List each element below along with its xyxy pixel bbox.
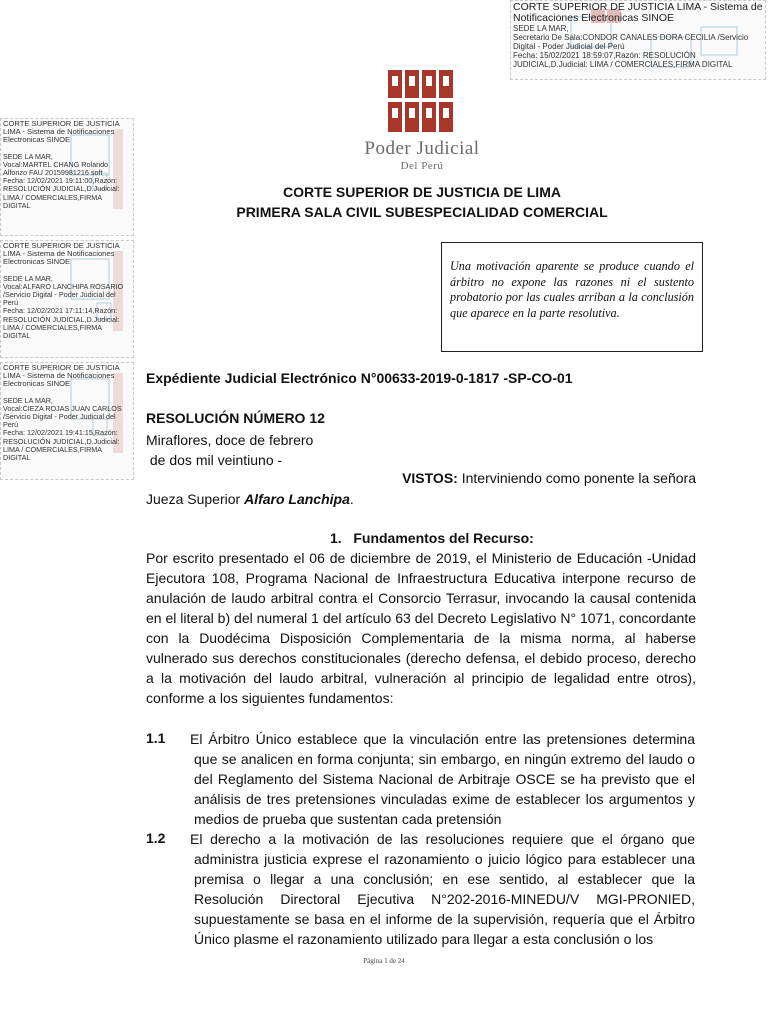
vistos-line [146,468,696,488]
logo-wordmark: Poder Judicial [364,138,480,159]
section-heading: 1. Fundamentos del Recurso: [330,530,534,546]
stamp-line: Fecha: 12/02/2021 19:41:15,Razón: RESOLUCIÓN JUDICIAL,D.Judicial: LIMA / COMERCIALES,FIRMA DIGITAL [3,428,120,463]
item-number: 1.2 [146,830,166,846]
logo-subtitle: Del Perú [400,160,444,172]
court-title: CORTE SUPERIOR DE JUSTICIA DE LIMA [283,184,561,200]
section-paragraph: Por escrito presentado el 06 de diciembre de 2019, el Ministerio de Educación -Unidad Ejecutora 108, Programa Nacional de Infraestructura Educativa interpone recurso de anulación de laudo arbitral contra el Consorcio Terrasur, invocando la causal contenida en el literal b) del numeral 1 del artículo 63 del Decreto Legislativo N° 1071, concordante con la Duodécima Disposición Complementaria de la misma norma, al haberse vulnerado sus derechos constitucionales (derecho defensa, el debido proceso, derecho a la motivación del laudo arbitral, vulneración al principio de legalidad entre otros), conforme a los siguientes fundamentos: [146,550,696,706]
item-number: 1.1 [146,730,166,746]
judge-line [146,489,696,509]
stamp-line: SEDE LA MAR, [3,395,53,405]
item-text: que se analicen en forma conjunta; sin embargo, en ningún extremo del laudo o del Reglamento del Sistema Nacional de Arbitraje OSCE se ha previsto que el análisis de tres pretensiones vinculadas exime de establecer los argumentos y medios de prueba que sustentan cada pretensión [194,751,695,827]
judge-name: Alfaro Lanchipa [244,491,350,507]
judge-suffix: . [349,491,354,507]
resolution-number: RESOLUCIÓN NÚMERO 12 [146,410,325,426]
vistos-label: VISTOS: [402,470,458,486]
stamp-title: CORTE SUPERIOR DE JUSTICIA LIMA - Sistema de Notificaciones Electronicas SINOE [3,241,120,267]
place-date-line-2: de dos mil veintiuno - [146,452,283,468]
page-number: Página 1 de 24 [363,957,405,965]
stamp-top-title: CORTE SUPERIOR DE JUSTICIA LIMA - Sistema de Notificaciones Electronicas SINOE [513,1,763,24]
place-date-line-1: Miraflores, doce de febrero [146,432,314,448]
vistos-text: Interviniendo como ponente la señora [457,470,696,486]
stamp-top-line: Fecha: 15/02/2021 18:59:07,Razón: RESOLUCIÓN JUDICIAL,D.Judicial: LIMA / COMERCIALES,FIRMA DIGITAL [513,51,733,69]
poder-judicial-logo-icon [388,70,454,132]
stamp-line: Vocal:ALFARO LANCHIPA ROSARIO /Servicio Digital - Poder Judicial del Perú [3,281,124,308]
stamp-line: Fecha: 12/02/2021 17:11:14,Razón: RESOLUCIÓN JUDICIAL,D.Judicial: LIMA / COMERCIALES,FIRMA DIGITAL [3,306,120,341]
signature-stamp-cieza [0,362,134,480]
item-text: administra justicia exprese el razonamiento o juicio lógico para establecer una premisa o llegar a una conclusión; en ese sentido, al establecer que la Resolución Directoral Ejecutiva N°202-2016-MINEDU/V MGI-PRONIED, supuestamente se basa en el informe de la supervisión, requería que el Árbitro Único plasme el razonamiento utilizado para llegar a esta conclusión o los [194,851,695,947]
stamp-line: SEDE LA MAR, [3,151,53,161]
stamp-top-line: SEDE LA MAR, [513,24,569,33]
item-first-line: El Árbitro Único establece que la vinculación entre las pretensiones determina [190,731,695,747]
stamp-line: Fecha: 12/02/2021 19:11:00,Razón: RESOLUCIÓN JUDICIAL,D.Judicial: LIMA / COMERCIALES,FIRMA DIGITAL [3,176,120,210]
stamp-line: SEDE LA MAR, [3,273,53,283]
stamp-line: Vocal:CIEZA ROJAS JUAN CARLOS /Servicio Digital - Poder Judicial del Perú [3,403,122,430]
stamp-title: CORTE SUPERIOR DE JUSTICIA LIMA - Sistema de Notificaciones Electronicas SINOE [3,363,120,389]
stamp-line: Vocal:MARTEL CHANG Rolando Alfonzo FAU 20159981216 soft [3,159,109,178]
item-first-line: El derecho a la motivación de las resoluciones requiere que el órgano que [190,831,695,847]
stamp-title: CORTE SUPERIOR DE JUSTICIA LIMA - Sistema de Notificaciones Electronicas SINOE [3,119,120,145]
expediente-number: Expédiente Judicial Electrónico N°00633-2019-0-1817 -SP-CO-01 [146,370,573,386]
summary-quote-box: Una motivación aparente se produce cuando el árbitro no expone las razones ni el sustento probatorio por las cuales arriban a la conclusión que aparece en la parte resolutiva. [441,242,703,352]
signature-stamp-alfaro [0,240,134,358]
judge-prefix: Jueza Superior [146,491,245,507]
chamber-title: PRIMERA SALA CIVIL SUBESPECIALIDAD COMERCIAL [236,204,608,220]
stamp-top-line: Secretario De Sala:CONDOR CANALES DORA CECILIA /Servicio Digital - Poder Judicial del Perú [513,33,749,51]
signature-stamp-top [510,0,766,80]
signature-stamp-martel [0,118,134,236]
